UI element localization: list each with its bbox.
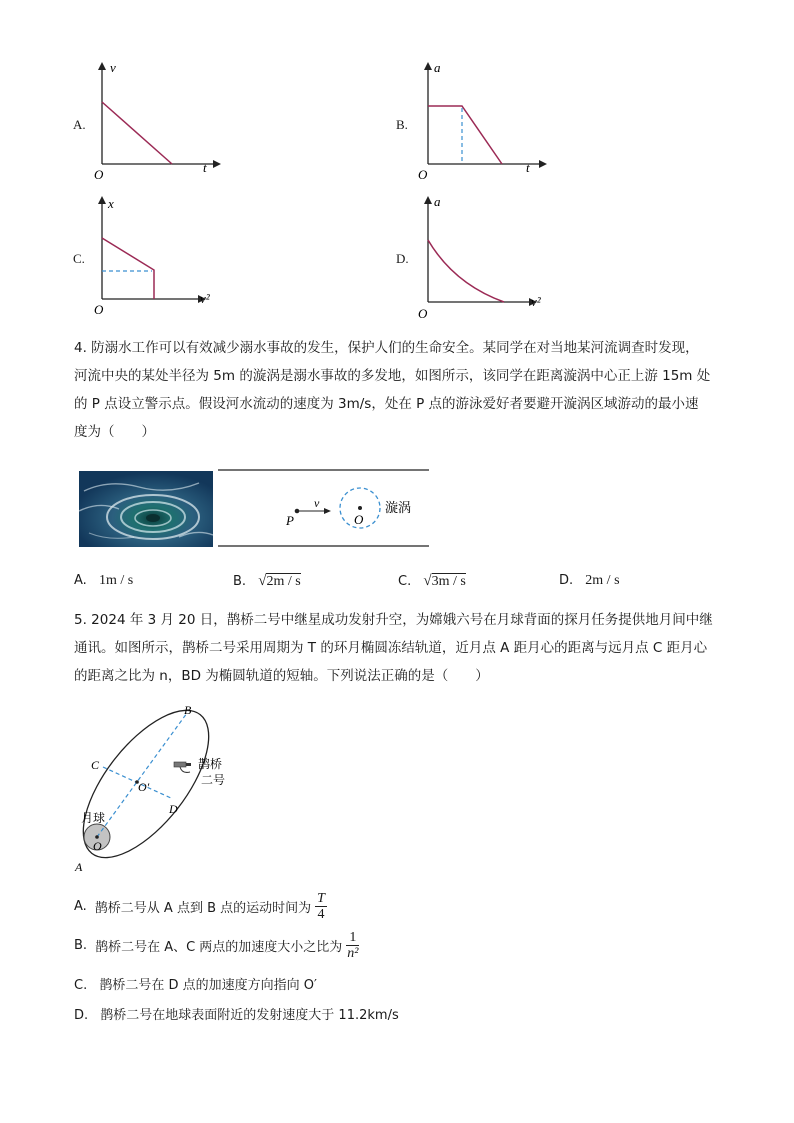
q4-option-a-letter: A. xyxy=(74,573,87,588)
graph-b-xlabel: t xyxy=(526,160,530,175)
q5-option-d-letter: D. xyxy=(74,1008,89,1023)
graph-c-letter: C. xyxy=(73,251,85,266)
q4-option-c-root: √ xyxy=(423,573,432,589)
q5-line3: 的距离之比为 n，BD 为椭圆轨道的短轴。下列说法正确的是（ ） xyxy=(74,668,489,684)
graph-b xyxy=(414,58,554,183)
graph-a-letter: A. xyxy=(73,117,86,132)
graph-d-ylabel: a xyxy=(434,194,441,209)
q4-option-b-root: √ xyxy=(258,573,267,589)
q5-option-b-num: 1 xyxy=(346,930,359,946)
q5-option-b[interactable] xyxy=(74,927,359,963)
q4-line1: 4. 防溺水工作可以有效减少溺水事故的发生，保护人们的生命安全。某同学在对当地某河流调查时发现， xyxy=(74,340,699,356)
q4-option-a[interactable] xyxy=(74,573,133,589)
q4-line4: 度为（ ） xyxy=(74,424,155,440)
graph-d xyxy=(414,192,554,322)
graph-b-line xyxy=(428,106,502,164)
vortex-photo xyxy=(79,471,213,547)
graph-d-origin: O xyxy=(418,306,428,321)
graph-c-origin: O xyxy=(94,302,104,317)
q4-line3: 的 P 点设立警示点。假设河水流动的速度为 3m/s，处在 P 点的游泳爱好者要避开漩涡区域游动的最小速 xyxy=(74,396,699,412)
label-v: v xyxy=(314,496,320,510)
q5-option-d[interactable] xyxy=(74,1004,399,1023)
label-sat1: 鹊桥 xyxy=(198,757,223,771)
q5-option-b-fraction xyxy=(346,930,359,961)
q5-option-a-den: 4 xyxy=(317,906,325,922)
graph-d-curve xyxy=(428,240,504,302)
label-p: P xyxy=(286,513,294,528)
label-a: A xyxy=(75,860,83,874)
point-o xyxy=(358,506,362,510)
graph-c-ylabel: x xyxy=(108,196,114,211)
label-moon: 月球 xyxy=(81,811,106,825)
q5-line2: 通讯。如图所示，鹊桥二号采用周期为 T 的环月椭圆冻结轨道，近月点 A 距月心的距离与远月点 C 距月心 xyxy=(74,640,708,656)
q5-text xyxy=(74,606,734,690)
label-o: O xyxy=(354,512,364,527)
q5-option-b-text: 鹊桥二号在 A、C 两点的加速度大小之比为 xyxy=(95,939,343,955)
graph-b-origin: O xyxy=(418,167,428,182)
q5-line1: 5. 2024 年 3 月 20 日，鹊桥二号中继星成功发射升空，为嫦娥六号在月球背面的探月任务提供地月间中继 xyxy=(74,612,713,628)
graph-b-letter: B. xyxy=(396,117,408,132)
q5-option-a[interactable] xyxy=(74,888,327,924)
graph-a-origin: O xyxy=(94,167,104,182)
label-vortex: 漩涡 xyxy=(385,501,412,516)
velocity-arrow xyxy=(324,508,331,514)
q4-option-a-value: 1m / s xyxy=(98,573,134,588)
satellite-icon xyxy=(174,762,191,772)
graph-c-line xyxy=(102,238,154,299)
graph-c xyxy=(88,192,228,317)
q5-option-a-fraction xyxy=(315,891,327,922)
q4-option-b[interactable] xyxy=(233,573,301,590)
q4-option-d[interactable] xyxy=(559,573,620,589)
label-c: C xyxy=(91,758,100,772)
label-oprime: O′ xyxy=(138,780,150,794)
q5-option-b-letter: B. xyxy=(74,937,88,953)
q4-line2: 河流中央的某处半径为 5m 的漩涡是溺水事故的多发地，如图所示，该同学在距离漩涡中心正上游 15m 处 xyxy=(74,368,711,384)
label-o: O xyxy=(93,839,102,853)
q5-option-b-den: n² xyxy=(347,945,359,961)
q4-option-d-value: 2m / s xyxy=(585,573,620,588)
graph-a-line xyxy=(102,102,172,164)
q5-option-a-text: 鹊桥二号从 A 点到 B 点的运动时间为 xyxy=(94,900,312,916)
q4-option-c[interactable] xyxy=(398,573,466,590)
graph-a-xlabel: t xyxy=(203,160,207,175)
q5-option-c[interactable] xyxy=(74,974,317,993)
graph-a-ylabel: v xyxy=(110,60,116,75)
graph-d-xlabel: v² xyxy=(531,294,541,309)
q4-option-d-letter: D. xyxy=(559,573,574,588)
label-b: B xyxy=(184,703,192,717)
river-diagram xyxy=(216,466,431,550)
orbit-diagram xyxy=(68,700,248,878)
label-d: D xyxy=(169,802,178,816)
q5-option-c-letter: C. xyxy=(74,978,88,993)
q5-option-a-num: T xyxy=(317,890,325,906)
q4-option-c-value: 3m / s xyxy=(431,574,466,589)
graph-d-letter: D. xyxy=(396,251,409,266)
label-sat2: 二号 xyxy=(201,773,226,787)
q4-option-b-letter: B. xyxy=(233,574,247,589)
q5-option-c-text: 鹊桥二号在 D 点的加速度方向指向 O′ xyxy=(99,978,317,993)
graph-b-ylabel: a xyxy=(434,60,441,75)
q4-option-c-letter: C. xyxy=(398,574,412,589)
graph-c-xlabel: v² xyxy=(200,291,210,306)
q5-option-d-text: 鹊桥二号在地球表面附近的发射速度大于 11.2km/s xyxy=(100,1008,399,1023)
q5-option-a-letter: A. xyxy=(74,898,87,914)
q4-option-b-value: 2m / s xyxy=(266,574,301,589)
graph-a xyxy=(88,58,228,183)
q4-text xyxy=(74,334,734,446)
